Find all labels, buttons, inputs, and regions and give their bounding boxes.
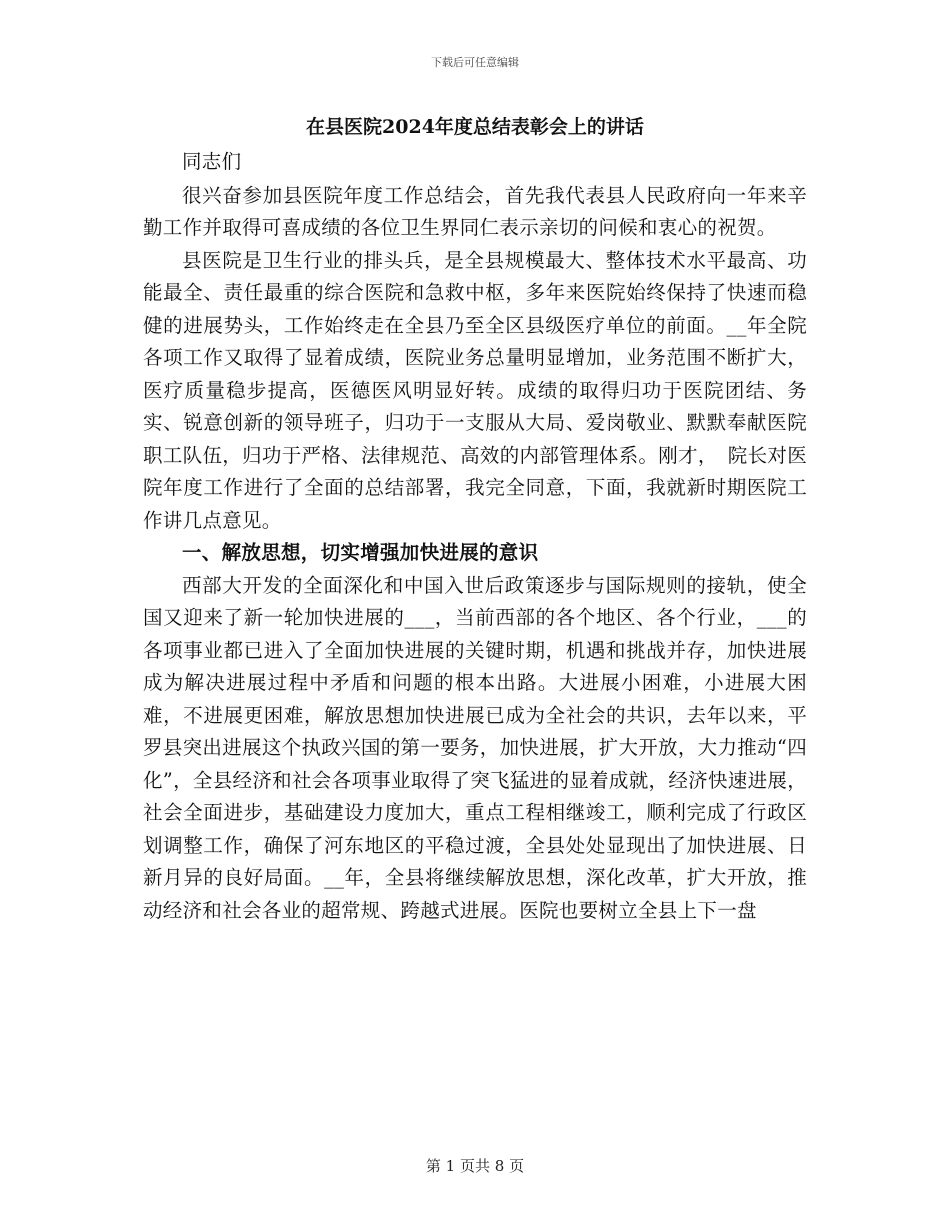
document-title: 在县医院2024年度总结表彰会上的讲话 (306, 116, 644, 138)
document-body (143, 112, 807, 927)
section-heading-1: 一、解放思想，切实增强加快进展的意识 (182, 541, 539, 564)
page-footer-number: 第 1 页共 8 页 (425, 1157, 525, 1175)
salutation: 同志们 (182, 150, 242, 173)
page-header-note: 下载后可任意编辑 (431, 56, 519, 69)
paragraph-greeting: 很兴奋参加县医院年度工作总结会，首先我代表县人民政府向一年来辛勤工作并取得可喜成绩的各位卫生界同仁表示亲切的问候和衷心的祝贺。 (143, 183, 807, 239)
paragraph-hospital-achievements: 县医院是卫生行业的排头兵，是全县规模最大、整体技术水平最高、功能最全、责任最重的综合医院和急救中枢，多年来医院始终保持了快速而稳健的进展势头，工作始终走在全县乃至全区县级医疗单位的前面。__年全院各项工作又取得了显着成绩，医院业务总量明显增加，业务范围不断扩大，医疗质量稳步提高，医德医风明显好转。成绩的取得归功于医院团结、务实、锐意创新的领导班子，归功于一支服从大局、爱岗敬业、默默奉献医院职工队伍，归功于严格、法律规范、高效的内部管理体系。刚才， 院长对医院年度工作进行了全面的总结部署，我完全同意，下面，我就新时期医院工作讲几点意见。 (143, 248, 807, 532)
paragraph-section-1: 西部大开发的全面深化和中国入世后政策逐步与国际规则的接轨，使全国又迎来了新一轮加快进展的___，当前西部的各个地区、各个行业，___的各项事业都已进入了全面加快进展的关键时期，机遇和挑战并存，加快进展成为解决进展过程中矛盾和问题的根本出路。大进展小困难，小进展大困难，不进展更困难，解放思想加快进展已成为全社会的共识，去年以来，平罗县突出进展这个执政兴国的第一要务，加快进展，扩大开放，大力推动“四化”，全县经济和社会各项事业取得了突飞猛进的显着成就，经济快速进展，社会全面进步，基础建设力度加大，重点工程相继竣工，顺利完成了行政区划调整工作，确保了河东地区的平稳过渡，全县处处显现出了加快进展、日新月异的良好局面。__年，全县将继续解放思想，深化改革，扩大开放，推动经济和社会各业的超常规、跨越式进展。医院也要树立全县上下一盘 (143, 573, 807, 922)
